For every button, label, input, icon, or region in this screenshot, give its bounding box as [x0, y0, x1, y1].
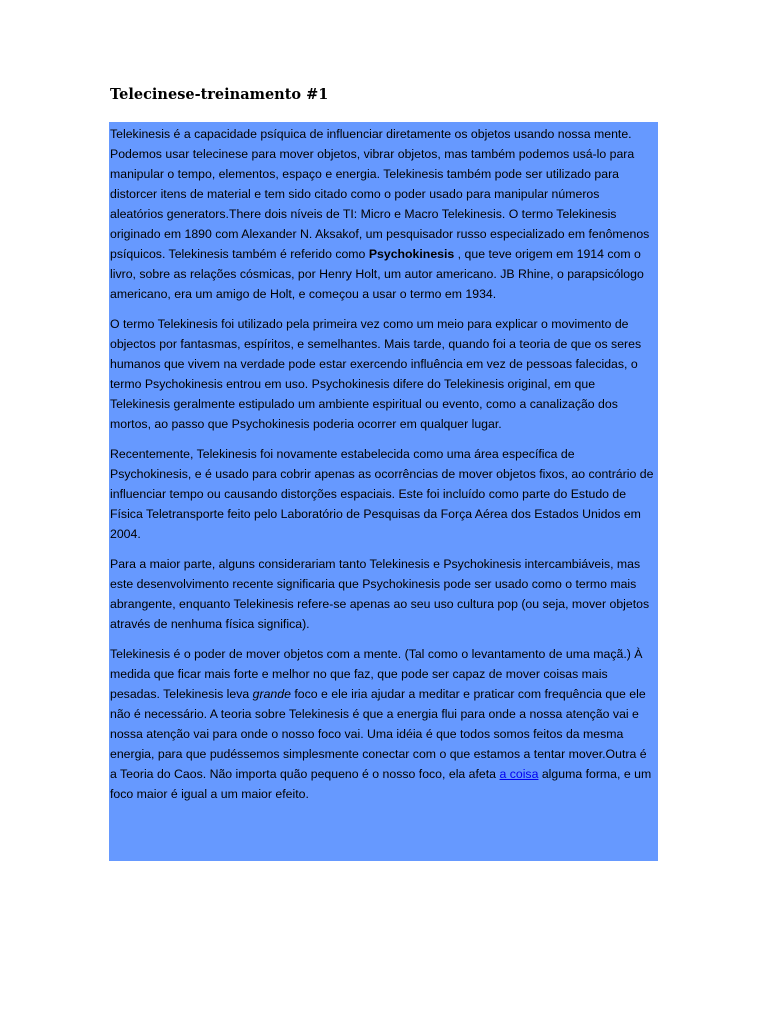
paragraph-5 — [110, 644, 656, 804]
document-body — [110, 124, 656, 814]
paragraph-1-text-end: , que teve origem em 1914 com o livro, sobre as relações cósmicas, por Henry Holt, um autor americano. JB Rhine, o parapsicólogo americano, era um amigo de Holt, e começou a usar o termo em 1934. — [110, 247, 644, 301]
paragraph-4: Para a maior parte, alguns considerariam tanto Telekinesis e Psychokinesis intercambiáveis, mas este desenvolvimento recente significaria que Psychokinesis pode ser usado como o termo mais abrangente, enquanto Telekinesis refere-se apenas ao seu uso cultura pop (ou seja, mover objetos através de nenhuma física significa). — [110, 557, 650, 631]
psychokinesis-bold-term: Psychokinesis — [368, 247, 455, 261]
a-coisa-link[interactable]: a coisa — [499, 767, 539, 781]
grande-italic-word: grande — [252, 687, 291, 701]
paragraph-5-text-end: alguma forma, e um foco maior é igual a um maior efeito. — [110, 767, 652, 801]
paragraph-1 — [110, 124, 656, 304]
paragraph-2: O termo Telekinesis foi utilizado pela primeira vez como um meio para explicar o movimento de objectos por fantasmas, espíritos, e semelhantes. Mais tarde, quando foi a teoria de que os seres humanos que vivem na verdade pode estar exercendo influência em vez de pessoas falecidas, o termo Psychokinesis entrou em uso. Psychokinesis difere do Telekinesis original, em que Telekinesis geralmente estipulado um ambiente espiritual ou evento, como a canalização dos mortos, ao passo que Psychokinesis poderia ocorrer em qualquer lugar. — [110, 317, 642, 431]
paragraph-1-text-start: Telekinesis é a capacidade psíquica de influenciar diretamente os objetos usando nossa mente. Podemos usar telecinese para mover objetos, vibrar objetos, mas também podemos usá-lo para manipular o tempo, elementos, espaço e energia. Telekinesis também pode ser utilizado para distorcer itens de material e tem sido citado como o poder usado para manipular números aleatórios generators.There dois níveis de TI: Micro e Macro Telekinesis. O termo Telekinesis originado em 1890 com Alexander N. Aksakof, um pesquisador russo especializado em fenômenos psíquicos. Telekinesis também é referido como — [110, 127, 650, 261]
page-title: Telecinese-treinamento #1 — [110, 86, 329, 103]
paragraph-3: Recentemente, Telekinesis foi novamente estabelecida como uma área específica de Psychokinesis, e é usado para cobrir apenas as ocorrências de mover objetos fixos, ao contrário de influenciar tempo ou causando distorções espaciais. Este foi incluído como parte do Estudo de Física Teletransporte feito pelo Laboratório de Pesquisas da Força Aérea dos Estados Unidos em 2004. — [110, 447, 654, 541]
paragraph-5-text-middle: foco e ele iria ajudar a meditar e praticar com frequência que ele não é necessário. A teoria sobre Telekinesis é que a energia flui para onde a nossa atenção vai e nossa atenção vai para onde o nosso foco vai. Uma idéia é que todos somos feitos da mesma energia, para que pudéssemos simplesmente conectar com o que estamos a tentar mover.Outra é a Teoria do Caos. Não importa quão pequeno é o nosso foco, ela afeta — [110, 687, 647, 781]
paragraph-5-text-start: Telekinesis é o poder de mover objetos com a mente. (Tal como o levantamento de uma maçã.) À medida que ficar mais forte e melhor no que faz, que pode ser capaz de mover coisas mais pesadas. Telekinesis leva — [110, 647, 643, 701]
